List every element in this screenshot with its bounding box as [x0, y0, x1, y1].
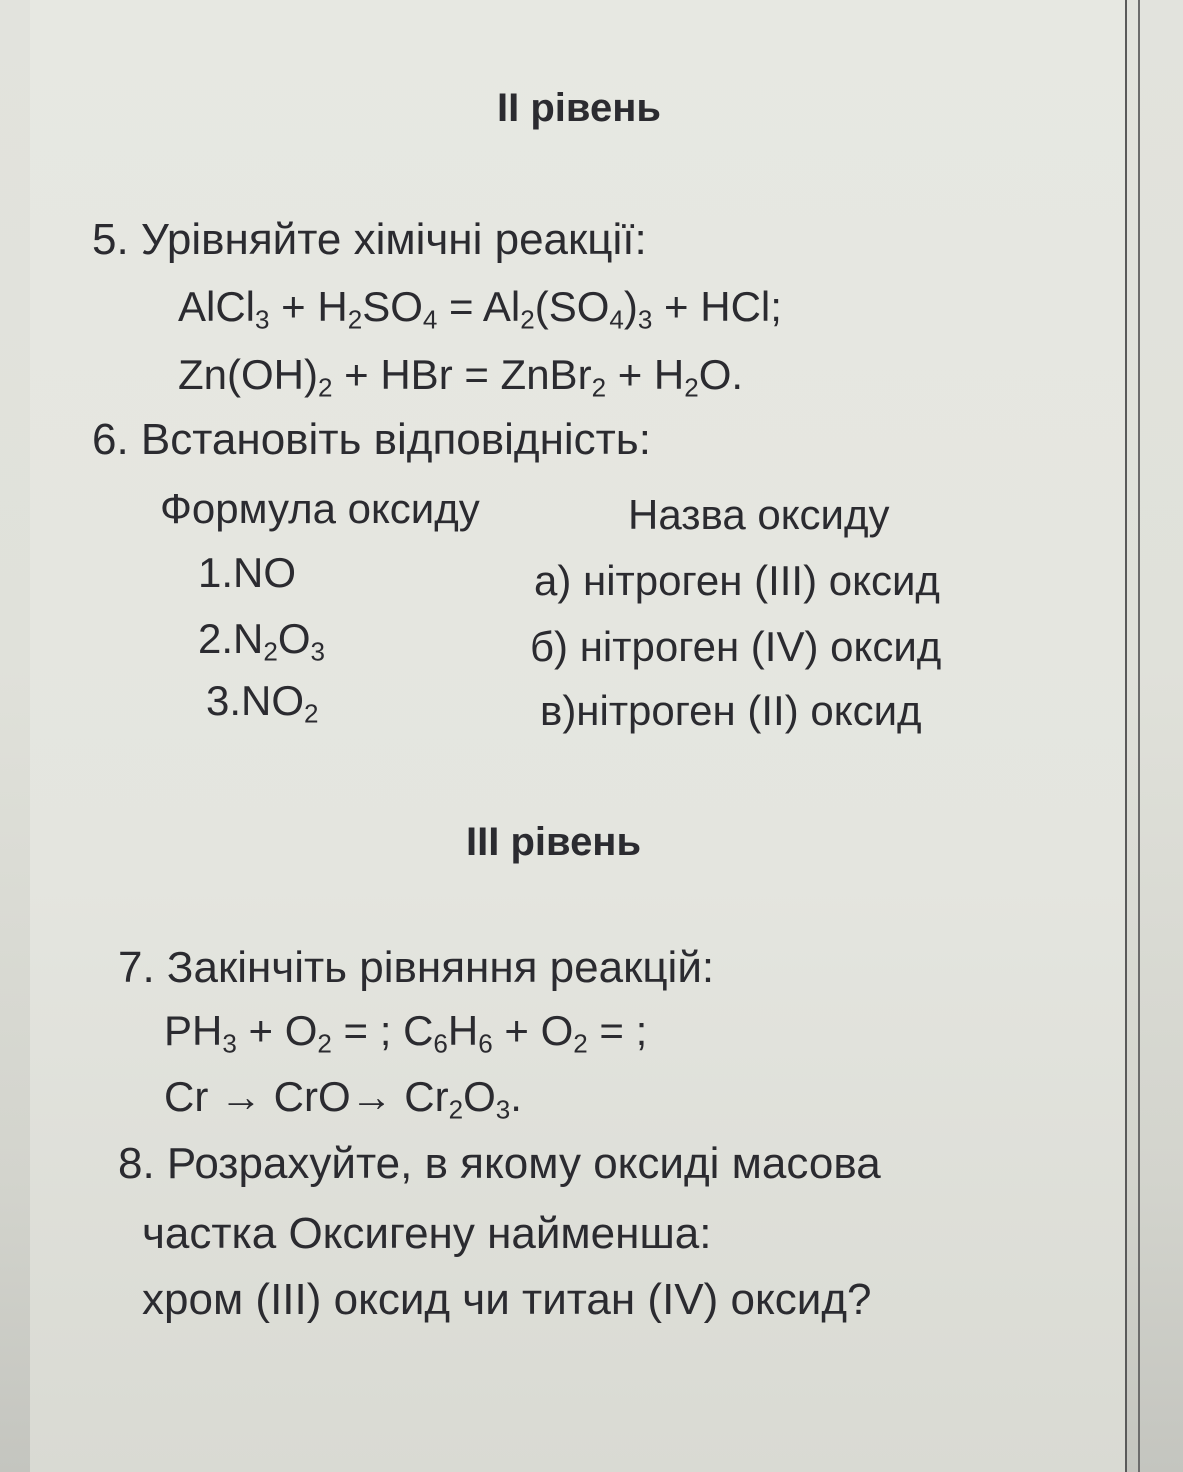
oxide-name-c: в)нітроген (ІІ) оксид	[540, 687, 922, 734]
formula-item-1: 1.NO	[198, 549, 297, 596]
task-7-heading: 7. Закінчіть рівняння реакцій:	[118, 943, 715, 992]
column-header-name: Назва оксиду	[628, 491, 890, 538]
column-header-formula: Формула оксиду	[160, 485, 480, 532]
task-7-equation-1: $PH_3 + O_2$ = ; $C_6H_6 + O_2$ = ;	[164, 1007, 648, 1059]
oxide-name-a: а) нітроген (ІІІ) оксид	[534, 557, 940, 604]
formula-item-2: $2.N_2O_3$	[198, 615, 325, 667]
task-5-equation-2: $Zn(OH)_2$ + HBr = ZnBr$_2$ + $H_2O$.	[178, 351, 744, 403]
task-6-heading: 6. Встановіть відповідність:	[92, 415, 651, 464]
task-8-line-2: частка Оксигену найменша:	[142, 1209, 712, 1258]
task-5-equation-1: AlCl$_3$ + $H_2SO_4 = Al_2(SO_4)_3$ + HCl;	[178, 283, 782, 335]
task-5-heading: 5. Урівняйте хімічні реакції:	[92, 215, 647, 264]
oxide-name-b: б) нітроген (ІV) оксид	[530, 623, 942, 670]
sheet-edge-line	[1138, 0, 1140, 1472]
task-8-line-1: 8. Розрахуйте, в якому оксиді масова	[118, 1139, 881, 1188]
formula-item-3: $3.NO_2$	[206, 677, 319, 729]
task-7-equation-2: $Cr \to CrO\to Cr_2O_3$.	[164, 1073, 522, 1125]
task-8-line-3: хром (ІІІ) оксид чи титан (ІV) оксид?	[142, 1275, 872, 1324]
level-3-title: ІІІ рівень	[466, 820, 642, 864]
level-2-title: ІІ рівень	[497, 86, 661, 130]
